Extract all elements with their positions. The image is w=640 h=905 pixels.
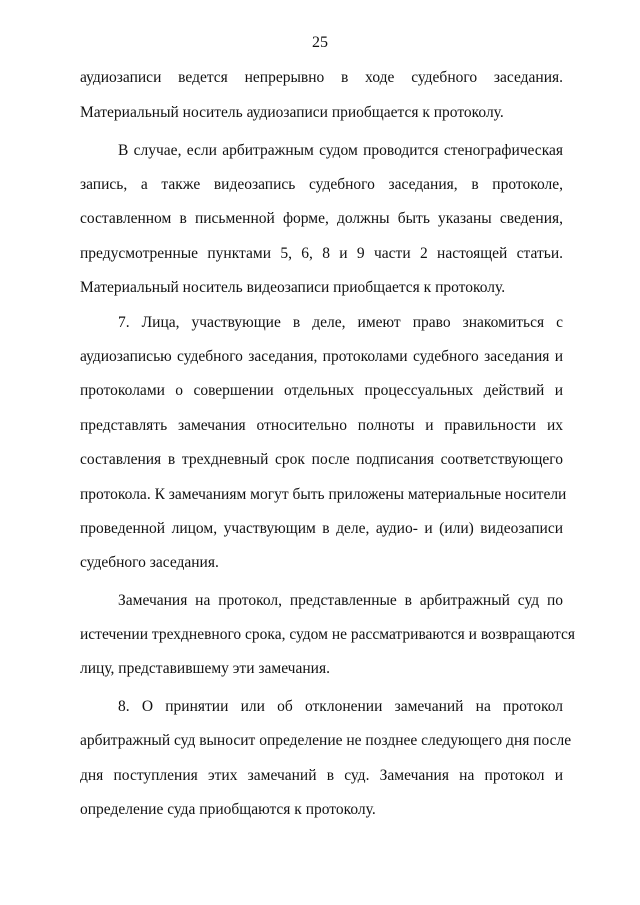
text-line: В случае, если арбитражным судом проводится стенографическая xyxy=(118,142,563,159)
page-number: 25 xyxy=(312,34,328,51)
text-line: дня поступления этих замечаний в суд. Замечания на протокол и xyxy=(80,767,563,784)
text-line: аудиозаписи ведется непрерывно в ходе судебного заседания. xyxy=(80,69,563,86)
text-line: Материальный носитель аудиозаписи приобщается к протоколу. xyxy=(80,104,504,121)
text-line: протоколами о совершении отдельных процессуальных действий и xyxy=(80,382,563,399)
text-line: представлять замечания относительно полноты и правильности их xyxy=(80,417,563,434)
text-line: определение суда приобщаются к протоколу. xyxy=(80,801,376,818)
text-line: составленном в письменной форме, должны быть указаны сведения, xyxy=(80,210,563,227)
text-line: судебного заседания. xyxy=(80,554,219,571)
text-line: протокола. К замечаниям могут быть приложены материальные носители xyxy=(80,486,567,503)
text-line: Замечания на протокол, представленные в арбитражный суд по xyxy=(118,592,563,609)
text-line: составления в трехдневный срок после подписания соответствующего xyxy=(80,451,563,468)
text-line: истечении трехдневного срока, судом не рассматриваются и возвращаются xyxy=(80,626,576,643)
text-line: запись, а также видеозапись судебного заседания, в протоколе, xyxy=(80,176,563,193)
text-line: арбитражный суд выносит определение не позднее следующего дня после xyxy=(80,732,572,749)
text-line: аудиозаписью судебного заседания, протоколами судебного заседания и xyxy=(80,348,563,365)
text-line: предусмотренные пунктами 5, 6, 8 и 9 части 2 настоящей статьи. xyxy=(80,245,563,262)
text-line: лицу, представившему эти замечания. xyxy=(80,660,330,677)
text-line: проведенной лицом, участвующим в деле, аудио- и (или) видеозаписи xyxy=(80,520,563,537)
text-line: Материальный носитель видеозаписи приобщается к протоколу. xyxy=(80,279,506,296)
text-line: 7. Лица, участвующие в деле, имеют право знакомиться с xyxy=(118,314,563,331)
text-line: 8. О принятии или об отклонении замечаний на протокол xyxy=(118,698,563,715)
